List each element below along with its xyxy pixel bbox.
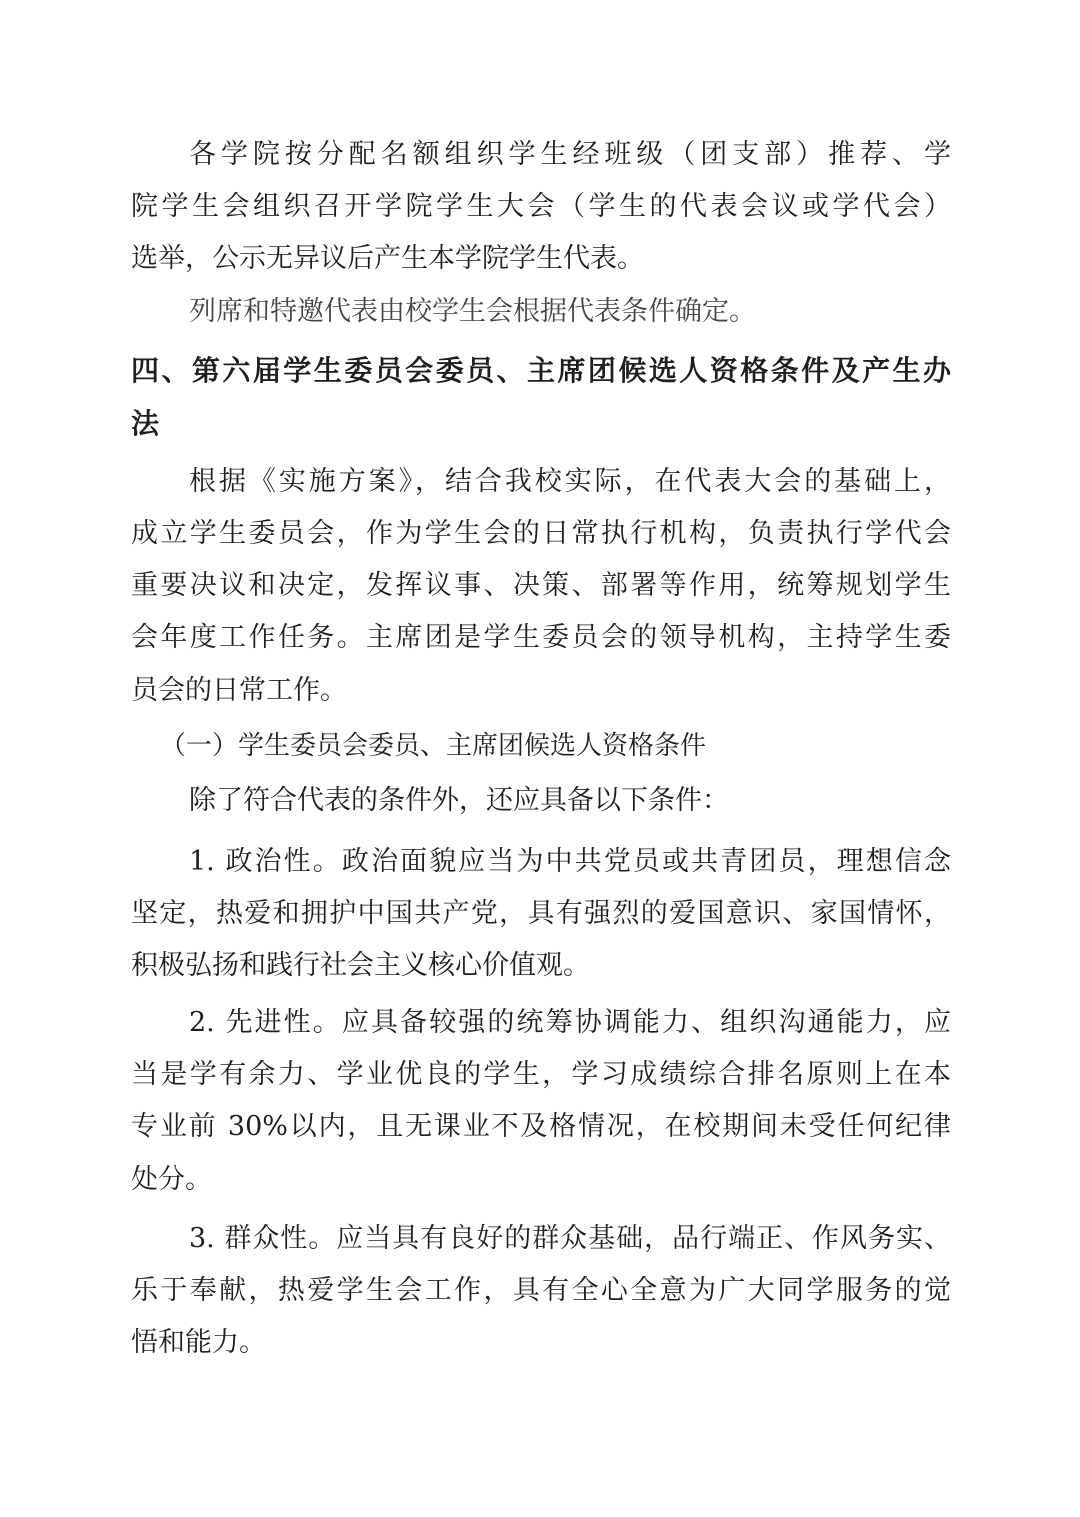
paragraph-line: 根据《实施方案》，结合我校实际，在代表大会的基础上， — [189, 466, 951, 497]
paragraph-line: 成立学生委员会，作为学生会的日常执行机构，负责执行学代会 — [131, 518, 951, 549]
list-item-line: 悟和能力。 — [131, 1327, 266, 1358]
list-item-line: 乐于奉献，热爱学生会工作，具有全心全意为广大同学服务的觉 — [131, 1275, 951, 1306]
paragraph-line: 除了符合代表的条件外，还应具备以下条件： — [189, 785, 729, 816]
paragraph-line: 会年度工作任务。主席团是学生委员会的领导机构，主持学生委 — [131, 622, 951, 653]
list-item-line: 2. 先进性。应具备较强的统筹协调能力、组织沟通能力，应 — [189, 1007, 951, 1038]
list-item-line: 处分。 — [131, 1164, 212, 1195]
list-item-line: 积极弘扬和践行社会主义核心价值观。 — [131, 950, 590, 981]
paragraph-line: 选举，公示无异议后产生本学院学生代表。 — [131, 243, 644, 274]
section-heading-continued: 法 — [131, 407, 160, 440]
subsection-heading: （一）学生委员会委员、主席团候选人资格条件 — [160, 731, 707, 761]
list-item-line: 当是学有余力、学业优良的学生，学习成绩综合排名原则上在本 — [131, 1059, 951, 1090]
list-item-line: 3. 群众性。应当具有良好的群众基础，品行端正、作风务实、 — [189, 1223, 951, 1254]
list-item-line: 1. 政治性。政治面貌应当为中共党员或共青团员，理想信念 — [189, 846, 951, 877]
paragraph-line: 各学院按分配名额组织学生经班级（团支部）推荐、学 — [189, 139, 951, 170]
list-item-line: 专业前 30%以内，且无课业不及格情况，在校期间未受任何纪律 — [131, 1111, 951, 1142]
paragraph-line: 员会的日常工作。 — [131, 675, 347, 706]
paragraph-line: 院学生会组织召开学院学生大会（学生的代表会议或学代会） — [131, 191, 951, 222]
paragraph-line: 重要决议和决定，发挥议事、决策、部署等作用，统筹规划学生 — [131, 570, 951, 601]
paragraph-line: 列席和特邀代表由校学生会根据代表条件确定。 — [189, 296, 756, 327]
list-item-line: 坚定，热爱和拥护中国共产党，具有强烈的爱国意识、家国情怀， — [131, 898, 951, 929]
section-heading: 四、第六届学生委员会委员、主席团候选人资格条件及产生办 — [131, 354, 951, 387]
